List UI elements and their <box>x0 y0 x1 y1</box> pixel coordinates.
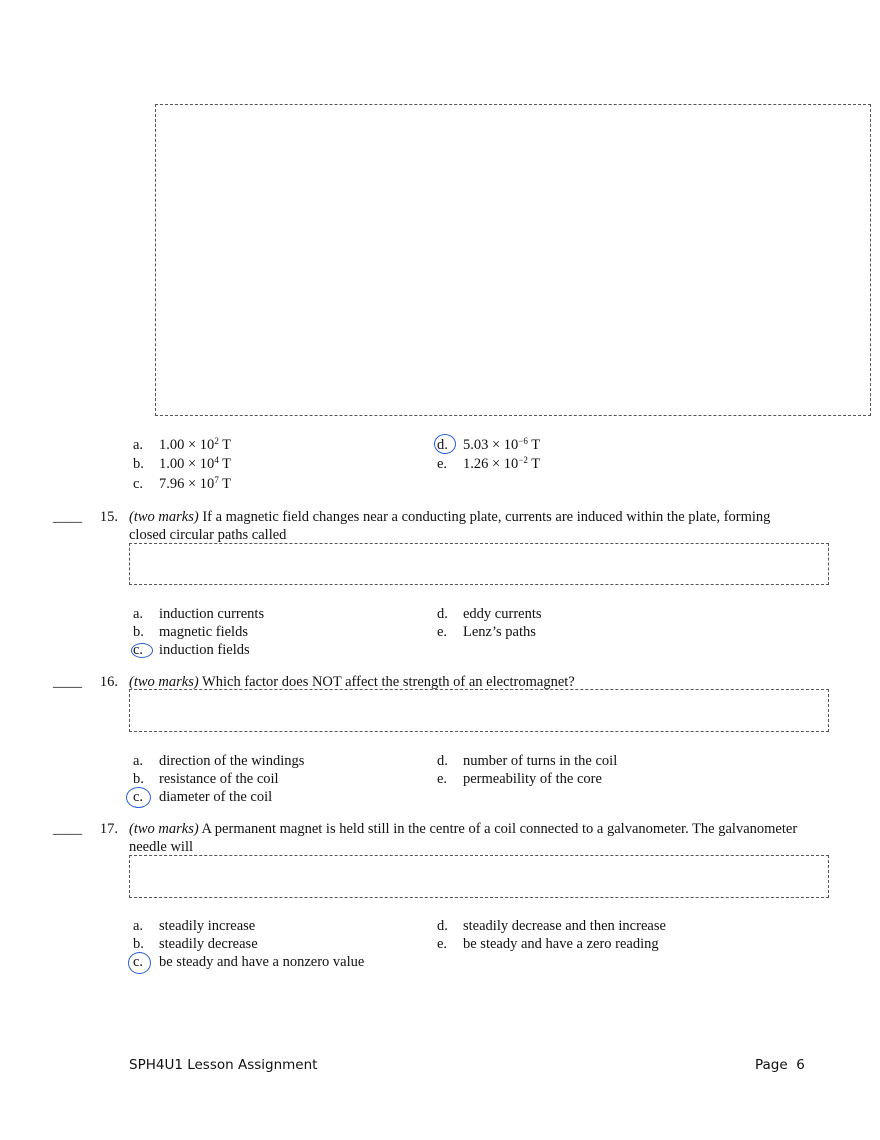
q16-marks: (two marks) <box>129 674 199 690</box>
q16-work-box[interactable] <box>129 689 829 732</box>
q15-number: 15. <box>99 509 118 525</box>
q17-option-b: b. steadily decrease <box>133 936 258 952</box>
q14-option-b: b. $1.00 \times 10^4$ T <box>133 455 232 472</box>
q17-question <box>129 820 809 856</box>
q15-question <box>129 508 809 544</box>
q16-answer-circle-mark <box>126 787 151 808</box>
q17-work-box[interactable] <box>129 855 829 898</box>
q17-option-e: e. be steady and have a zero reading <box>437 936 659 952</box>
q17-option-a: a. steadily increase <box>133 918 256 934</box>
q15-text: If a magnetic field changes near a conducting plate, currents are induced within the plate, forming closed circular paths called <box>129 509 771 543</box>
q17-text: A permanent magnet is held still in the centre of a coil connected to a galvanometer. The galvanometer needle will <box>129 821 798 855</box>
q14-option-d: d. $5.03 \times 10^{-6}$ T <box>437 436 541 453</box>
q16-option-c: c. diameter of the coil <box>133 789 273 805</box>
q15-marks: (two marks) <box>129 509 199 525</box>
q16-option-b: b. resistance of the coil <box>133 771 279 787</box>
q15-option-e: e. Lenz’s paths <box>437 624 536 640</box>
q14-answer-circle-mark <box>434 434 456 454</box>
q15-option-c: c. induction fields <box>133 642 250 658</box>
q16-number: 16. <box>99 674 118 690</box>
q15-work-box[interactable] <box>129 543 829 585</box>
q17-number: 17. <box>99 821 118 837</box>
q17-option-c: c. be steady and have a nonzero value <box>133 954 365 970</box>
q17-marks: (two marks) <box>129 821 199 837</box>
q15-option-d: d. eddy currents <box>437 606 542 622</box>
q16-option-d: d. number of turns in the coil <box>437 753 618 769</box>
q15-option-a: a. induction currents <box>133 606 265 622</box>
footer-course-title: SPH4U1 Lesson Assignment <box>129 1057 318 1073</box>
q15-answer-blank[interactable]: ____ <box>53 509 82 525</box>
q14-option-a: a. $1.00 \times 10^2$ T <box>133 436 232 453</box>
q16-answer-blank[interactable]: ____ <box>53 674 82 690</box>
q14-option-e: e. $1.26 \times 10^{-2}$ T <box>437 455 541 472</box>
footer-page-number: Page 6 <box>755 1057 805 1073</box>
q14-option-c: c. $7.96 \times 10^7$ T <box>133 475 232 492</box>
q17-option-d: d. steadily decrease and then increase <box>437 918 666 934</box>
q16-option-e: e. permeability of the core <box>437 771 602 787</box>
q16-option-a: a. direction of the windings <box>133 753 305 769</box>
q15-option-b: b. magnetic fields <box>133 624 248 640</box>
q14-work-box[interactable] <box>155 104 871 416</box>
q17-answer-circle-mark <box>128 952 151 974</box>
q17-answer-blank[interactable]: ____ <box>53 821 82 837</box>
q15-answer-circle-mark <box>131 643 153 658</box>
q16-text: Which factor does NOT affect the strength of an electromagnet? <box>198 674 575 690</box>
